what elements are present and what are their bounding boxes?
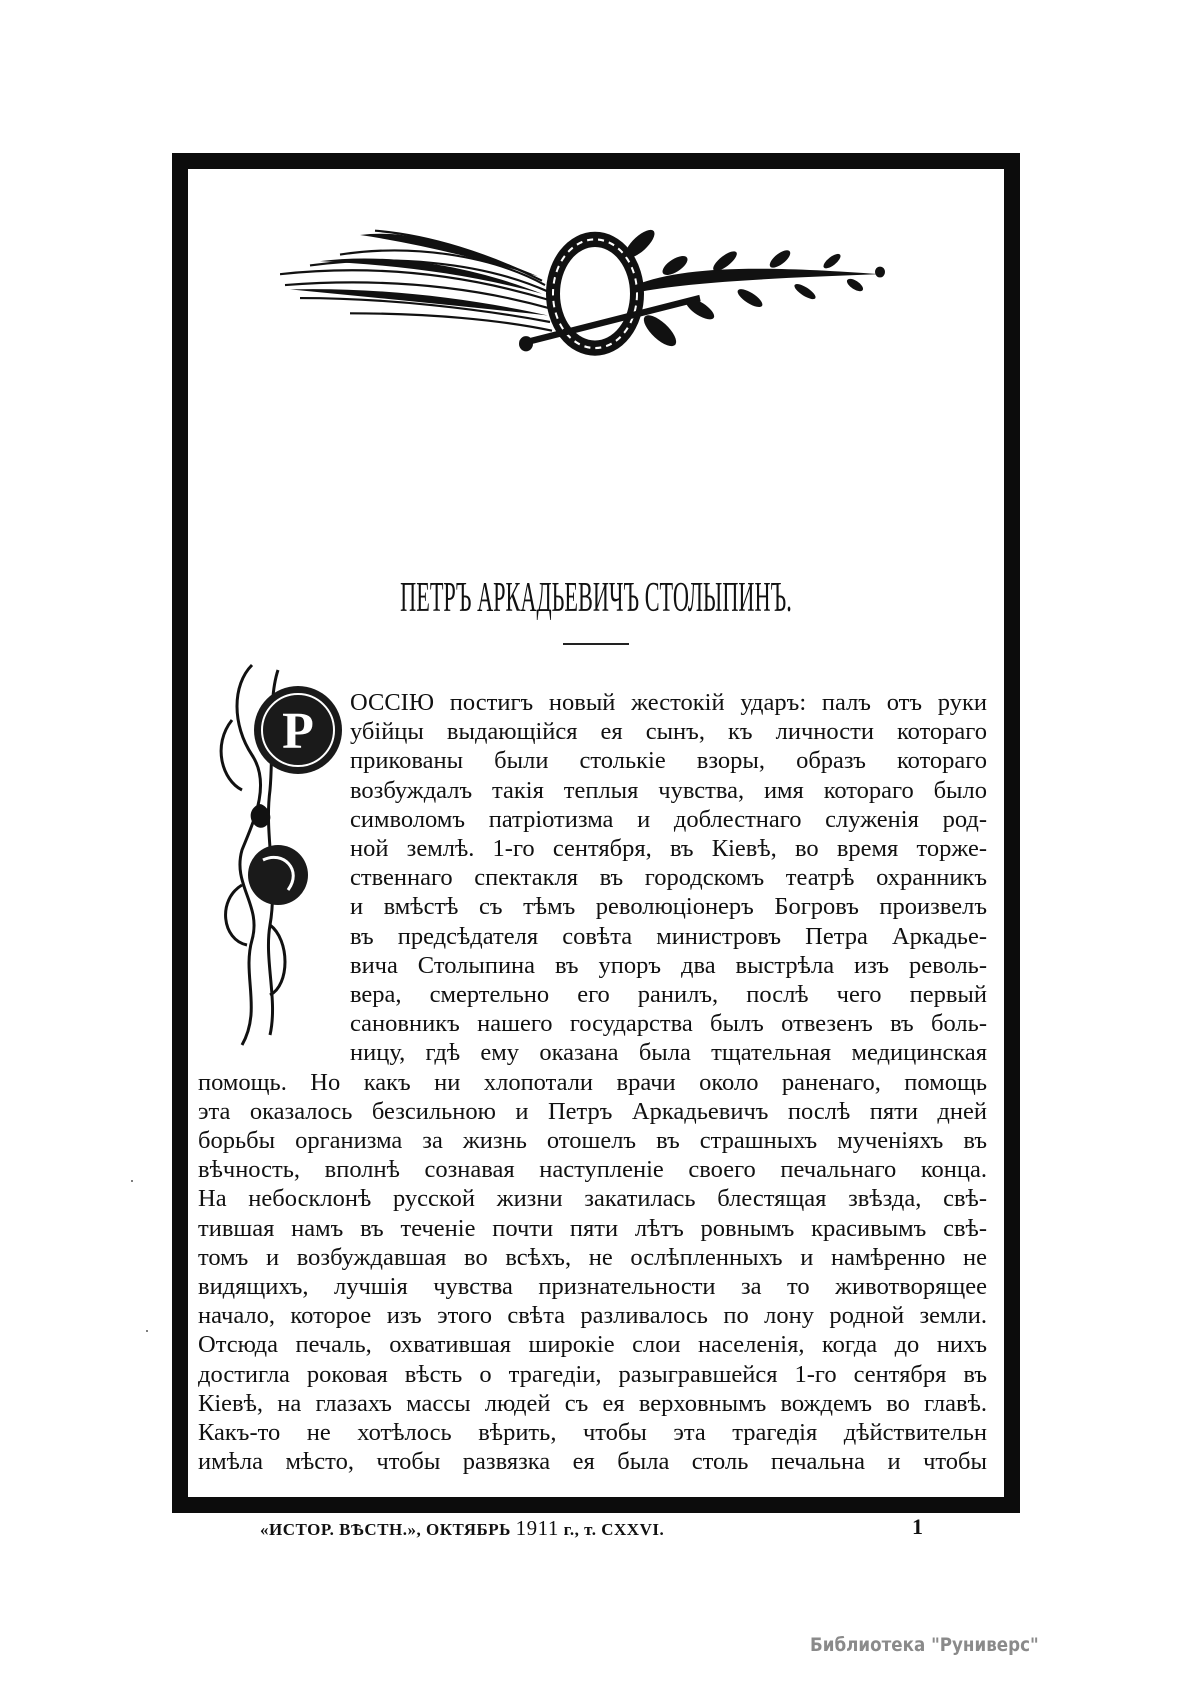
text-line: ственнаго спектакля въ городскомъ театрѣ охранникъ [350,864,987,892]
text-line: символомъ патріотизма и доблестнаго служенія род- [350,805,987,833]
text-line: возбуждалъ такія теплыя чувства, имя котораго было [350,776,987,804]
library-watermark: Библиотека "Руниверс" [810,1634,1039,1656]
text-line: помощь. Но какъ ни хлопотали врачи около раненаго, помощь [198,1068,987,1096]
text-line: начало, которое изъ этого свѣта разливалось по лону родной земли. [198,1302,987,1330]
text-line: ОССІЮ постигъ новый жестокій ударъ: палъ отъ руки [350,689,987,716]
scan-speck [131,1180,133,1182]
text-line: эта оказалось безсильною и Петръ Аркадьевичъ послѣ пяти дней [198,1097,987,1125]
journal-reference: «ИСТОР. ВѢСТН.», ОКТЯБРЬ [260,1520,511,1539]
text-line: вича Столыпина въ упоръ два выстрѣла изъ револь- [350,951,987,979]
text-line: вѣчность, вполнѣ сознавая наступленіе своего печальнаго конца. [198,1156,987,1184]
text-line: тившая намъ въ теченіе почти пяти лѣтъ ровнымъ красивымъ свѣ- [198,1214,987,1242]
drop-cap-letter: Р [282,703,314,760]
text-line: ницу, гдѣ ему оказана была тщательная медицинская [350,1039,987,1067]
text-line: и вмѣстѣ съ тѣмъ революціонеръ Богровъ произвелъ [350,893,987,921]
text-line: видящихъ, лучшія чувства признательности за то животворящее [198,1273,987,1300]
laurel-wreath-ornament [280,222,895,372]
page-footer [260,1516,664,1542]
text-line: Отсюда печаль, охватившая широкіе слои населенія, когда до нихъ [198,1331,987,1359]
text-line: прикованы были столькіе взоры, образъ котораго [350,747,987,775]
text-line: На небосклонѣ русской жизни закатилась блестящая звѣзда, свѣ- [198,1185,987,1213]
footer-year: 1911 [515,1516,559,1540]
text-line: вера, смертельно его ранилъ, послѣ чего первый [350,981,987,1008]
text-line: Какъ-то не хотѣлось вѣрить, чтобы эта трагедія дѣйствительн [198,1419,987,1446]
volume-reference: г., т. CXXVI. [563,1520,665,1539]
text-line: сановникъ нашего государства былъ отвезенъ въ боль- [350,1010,987,1038]
text-line: борьбы организма за жизнь отошелъ въ страшныхъ мученіяхъ въ [198,1127,987,1154]
text-line: убійцы выдающійся ея сынъ, къ личности котораго [350,718,987,746]
page-number: 1 [912,1514,923,1539]
title-divider [563,643,629,645]
text-line: достигла роковая вѣсть о трагедіи, разыгравшейся 1-го сентября въ [198,1360,987,1388]
article-title: ПЕТРЪ АРКАДЬЕВИЧЪ СТОЛЫПИНЪ. [400,575,792,621]
ornamental-drop-cap-icon [212,655,344,1055]
text-line: ной землѣ. 1-го сентября, въ Кіевѣ, во время торже- [350,835,987,862]
text-line: имѣла мѣсто, чтобы развязка ея была столь печальна и чтобы [198,1448,987,1476]
text-line: томъ и возбуждавшая во всѣхъ, не ослѣпленныхъ и намѣренно не [198,1243,987,1271]
text-line: Кіевѣ, на глазахъ массы людей съ ея верховнымъ вождемъ во главѣ. [198,1389,987,1417]
scan-speck [146,1330,148,1332]
text-line: въ предсѣдателя совѣта министровъ Петра Аркадье- [350,922,987,950]
